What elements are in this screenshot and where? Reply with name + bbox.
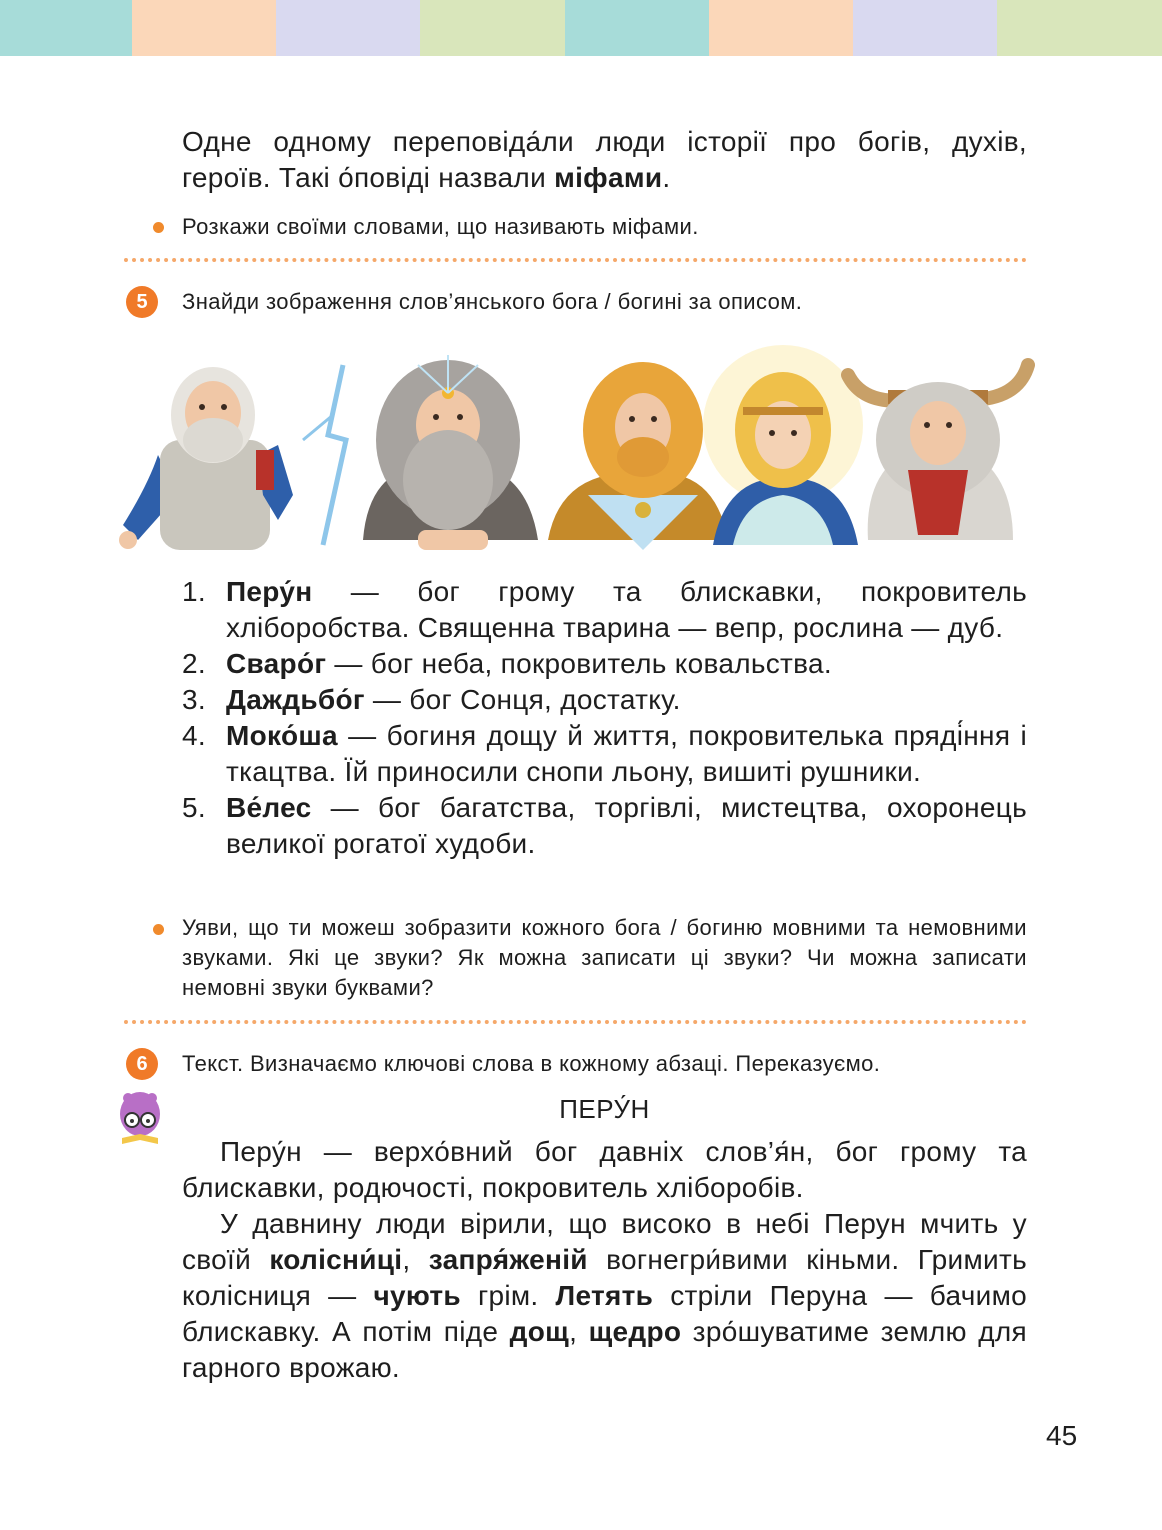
- exercise5-task: Уяви, що ти можеш зобразити кожного бога / богиню мовними та немовними звуками. Які це звуки? Як можна записати ці звуки? Чи можна записати немовні звуки буквами?: [182, 915, 1027, 1000]
- story-text: стріли Перуна — бачимо блискавку. А потім піде: [182, 1280, 1027, 1347]
- god-description: — богиня дощу й життя, покровителька пряді́ння і ткацтва. Їй приносили снопи льону, вишиті рушники.: [226, 720, 1027, 787]
- header-segment: [276, 0, 420, 56]
- list-item: [182, 718, 1027, 790]
- header-segment: [565, 0, 709, 56]
- story-paragraph-2: [182, 1206, 1027, 1386]
- story-text: вогнегри́вими кіньми. Гримить колісниця —: [182, 1244, 1027, 1311]
- gods-illustration: [118, 345, 1038, 565]
- page-number: 45: [1046, 1420, 1078, 1451]
- header-segment: [420, 0, 565, 56]
- list-item: [182, 646, 1027, 682]
- intro-paragraph: [182, 124, 1027, 196]
- header-segment: [0, 0, 132, 56]
- keyword: запря́женій: [428, 1244, 588, 1275]
- list-item-number: 5.: [182, 792, 206, 823]
- exercise-number-6: 6: [126, 1048, 158, 1080]
- bullet-icon: [153, 924, 164, 935]
- story-text: грім.: [460, 1280, 556, 1311]
- god-description: — бог Сонця, достатку.: [364, 684, 681, 715]
- story-text: ,: [569, 1316, 589, 1347]
- exercise6-instruction: Текст. Визначаємо ключові слова в кожному абзаці. Переказуємо.: [182, 1051, 881, 1076]
- intro-text-end: .: [662, 162, 671, 193]
- list-item: [182, 790, 1027, 862]
- dotted-divider: [124, 258, 1027, 262]
- god-description: — бог грому та блискавки, покровитель хліборобства. Священна тварина — вепр, рослина — дуб.: [226, 576, 1027, 643]
- list-item: [182, 574, 1027, 646]
- svarog-figure: [363, 355, 538, 550]
- story-text: У давнину люди вірили, що високо в небі Перун мчить у своїй: [182, 1208, 1027, 1275]
- god-name: Перу́н: [226, 576, 313, 607]
- keyword: дощ: [509, 1316, 570, 1347]
- header-segment: [132, 0, 276, 56]
- list-item-number: 1.: [182, 576, 206, 607]
- story-title: ПЕРУ́Н: [559, 1094, 650, 1124]
- god-name: Ве́лес: [226, 792, 312, 823]
- dotted-divider: [124, 1020, 1027, 1024]
- intro-bold-term: міфами: [554, 162, 663, 193]
- god-description: — бог багатства, торгівлі, мистецтва, охоронець великої рогатої худоби.: [226, 792, 1027, 859]
- keyword: Летять: [555, 1280, 654, 1311]
- story-text: зро́шуватиме землю для гарного врожаю.: [182, 1316, 1027, 1383]
- list-item-number: 2.: [182, 648, 206, 679]
- god-description: — бог неба, покровитель ковальства.: [326, 648, 832, 679]
- god-name: Даждьбо́г: [226, 684, 365, 715]
- story-container: [182, 1094, 1027, 1125]
- story-paragraph-1: Перу́н — верхо́вний бог давніх слов’я́н, бог грому та блискавки, родючості, покровитель хліборобів.: [182, 1136, 1027, 1203]
- veles-figure: [848, 365, 1028, 540]
- god-name: Моко́ша: [226, 720, 338, 751]
- task-intro: Розкажи своїми словами, що називають міфами.: [182, 214, 699, 239]
- exercise5-instruction: Знайди зображення слов’янського бога / богині за описом.: [182, 289, 803, 314]
- list-item-number: 3.: [182, 684, 206, 715]
- header-color-bar: [0, 0, 1162, 56]
- list-item: [182, 682, 1027, 718]
- bullet-icon: [153, 222, 164, 233]
- keyword: чують: [373, 1280, 461, 1311]
- story-text: ,: [402, 1244, 429, 1275]
- keyword: щедро: [588, 1316, 682, 1347]
- header-segment: [997, 0, 1162, 56]
- header-segment: [853, 0, 997, 56]
- reading-mascot-icon: [116, 1090, 164, 1152]
- list-item-number: 4.: [182, 720, 206, 751]
- mokosha-figure: [703, 345, 863, 545]
- dazhbog-figure: [548, 362, 728, 550]
- gods-list-container: [182, 574, 1027, 862]
- god-name: Сваро́г: [226, 648, 327, 679]
- perun-figure: [119, 365, 346, 550]
- gods-list: [182, 574, 1027, 862]
- exercise-number-5: 5: [126, 286, 158, 318]
- intro-text: Одне одному переповіда́ли люди історії про богів, духів, героїв. Такі о́повіді назвали: [182, 126, 1027, 193]
- keyword: колісни́ці: [269, 1244, 403, 1275]
- header-segment: [709, 0, 853, 56]
